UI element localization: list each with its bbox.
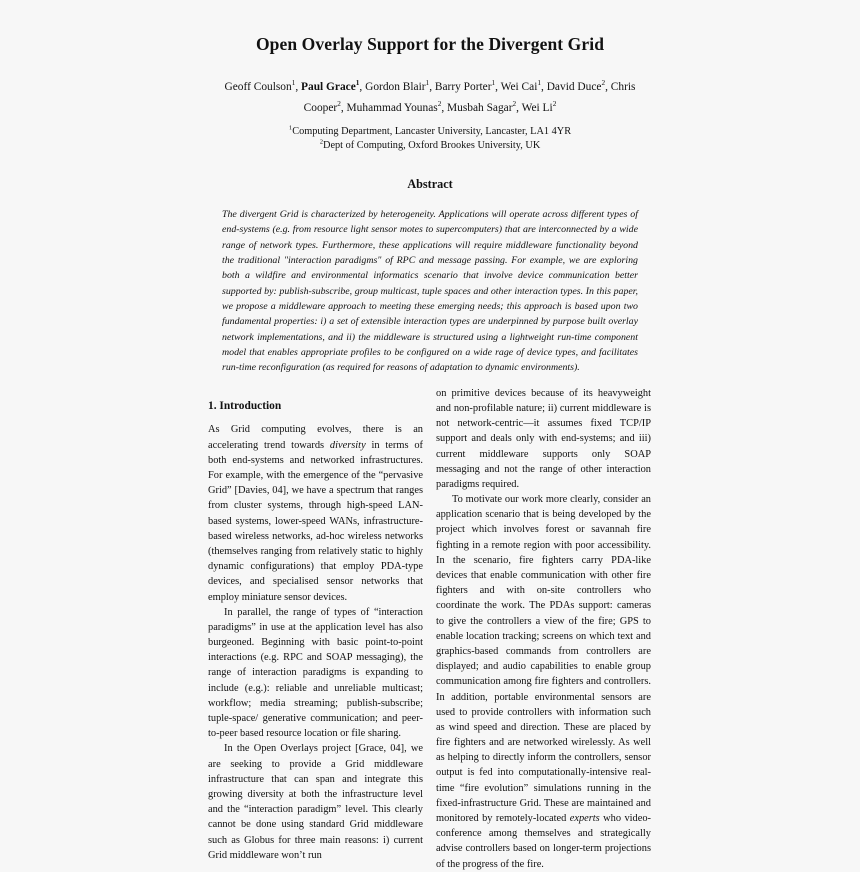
author-affiliation-marker: 1 (355, 79, 360, 88)
author-name: , Gordon Blair (359, 81, 426, 93)
page-content (208, 0, 652, 872)
affiliation-line (208, 125, 652, 139)
paragraph: As Grid computing evolves, there is an accelerating trend towards diversity in terms of both end-systems and networked infrastructures. For example, with the emergence of the “pervasive Grid” [Davies, 04], we have a spectrum that ranges from cluster systems, through high-speed LAN-based systems, lower-speed WANs, infrastructure-based wireless networks, ad-hoc wireless networks (themselves ranging from relatively static to highly dynamic configurations) that employ PDA-type devices, and specialised sensor networks that employ miniature sensor devices. (208, 424, 423, 603)
author-affiliation-marker: 2 (552, 100, 557, 109)
abstract-heading: Abstract (407, 176, 453, 191)
author-name: , Barry Porter (429, 81, 492, 93)
affiliation-marker: 1 (288, 124, 293, 132)
page-title: Open Overlay Support for the Divergent Grid (255, 34, 605, 54)
author-affiliation-marker: 1 (291, 79, 296, 88)
author-affiliation-marker: 2 (601, 79, 606, 88)
paragraph: In the Open Overlays project [Grace, 04], we are seeking to provide a Grid middleware infrastructure that can span and integrate this growing diversity at both the infrastructure level and the “interaction paradigm” level. This clearly cannot be done using standard Grid middleware such as Globus for three main reasons: i) current Grid middleware won’t run (208, 743, 423, 861)
author-name: , David Duce (541, 81, 602, 93)
author-affiliation-marker: 2 (437, 100, 442, 109)
paragraph: on primitive devices because of its heavyweight and non-profilable nature; ii) current middleware is not network-centric—it assumes fixed TCP/IP support and deals only with end-systems; and iii) current middleware supports only SOAP messaging and not the range of other interaction paradigms required. (436, 387, 651, 490)
author-name: , Wei Cai (495, 81, 538, 93)
author-affiliation-marker: 2 (512, 100, 517, 109)
author-affiliation-marker: 2 (337, 100, 341, 109)
author-name: Cooper (303, 102, 338, 115)
author-name: , Muhammad Younas (340, 102, 438, 115)
author-affiliation-marker: 1 (537, 79, 542, 88)
affiliation-list (208, 125, 652, 153)
paragraph: In parallel, the range of types of “interaction paradigms” in use at the application level has also burgeoned. Beginning with basic point-to-point interactions (e.g. RPC and SOAP messaging), the range of interaction paradigms is expanding to include (e.g.): reliable and unreliable multicast; workflow; media streaming; publish-subscribe; tuple-space/ generative communication; and peer-to-peer based resource location or file sharing. (208, 606, 423, 740)
left-column (208, 400, 423, 863)
abstract-text: The divergent Grid is characterized by heterogeneity. Applications will operate across different types of end-systems (e.g. from resource light sensor motes to supercomputers) that are interconnected by a wide range of network types. Furthermore, these applications will require middleware functionality beyond the traditional "interaction paradigms" of RPC and message passing. For example, we are exploring both a wildfire and environmental informatics scenario that involve device communication better supported by: publish-subscribe, group multicast, tuple spaces and other interaction types. In this paper, we propose a middleware approach to meeting these emerging needs; this approach is based upon two fundamental properties: i) a set of extensible interaction types are underpinned by purpose built overlay network implementations, and ii) the middleware is structured using a lightweight run-time component model that enables appropriate profiles to be configured on a wide rage of device types, and facilitates run-time reconfiguration (as required for reasons of adaptation to dynamic environments). (222, 208, 638, 374)
author-affiliation-marker: 1 (425, 79, 430, 88)
affiliation-line (208, 139, 652, 153)
author-affiliation-marker: 1 (491, 79, 496, 88)
paragraph: To motivate our work more clearly, consider an application scenario that is being developed by the project which involves forest or savannah fire fighting in a remote region with poor accessibility. In the scenario, fire fighters carry PDA-like devices that enable communication with other fire fighters and with on-site controllers who coordinate the work. The PDAs support: cameras to give the controllers a view of the fire; GPS to enable location tracking; screens on which text and graphics-based commands from controllers are displayed; and audio capabilities to enable group communication among fire fighters and controllers. In addition, portable environmental sensors are used to provide controllers with information such as wind speed and direction. These are placed by fire fighters and are networked wirelessly. As well as helping to directly inform the controllers, sensor output is fed into computationally-intensive real-time “fire evolution” simulations running in the fixed-infrastructure Grid. These are maintained and monitored by remotely-located experts who video-conference among themselves and strategically advise controllers based on longer-term projections of the progress of the fire. (436, 494, 651, 870)
affiliation-marker: 2 (319, 138, 324, 146)
right-column (436, 386, 651, 872)
author-name: Geoff Coulson (224, 81, 292, 93)
section-heading-introduction: 1. Introduction (208, 399, 282, 412)
author-name-highlighted: Paul Grace (301, 81, 356, 93)
author-name: , Chris (605, 81, 636, 93)
affiliation-text: Computing Department, Lancaster University, Lancaster, LA1 4YR (292, 126, 572, 138)
affiliation-text: Dept of Computing, Oxford Brookes University, UK (323, 140, 541, 152)
body-columns (208, 387, 652, 872)
author-name: , Wei Li (516, 102, 553, 115)
author-name: , Musbah Sagar (441, 102, 513, 115)
author-separator: , (295, 81, 302, 93)
author-list (208, 77, 652, 119)
